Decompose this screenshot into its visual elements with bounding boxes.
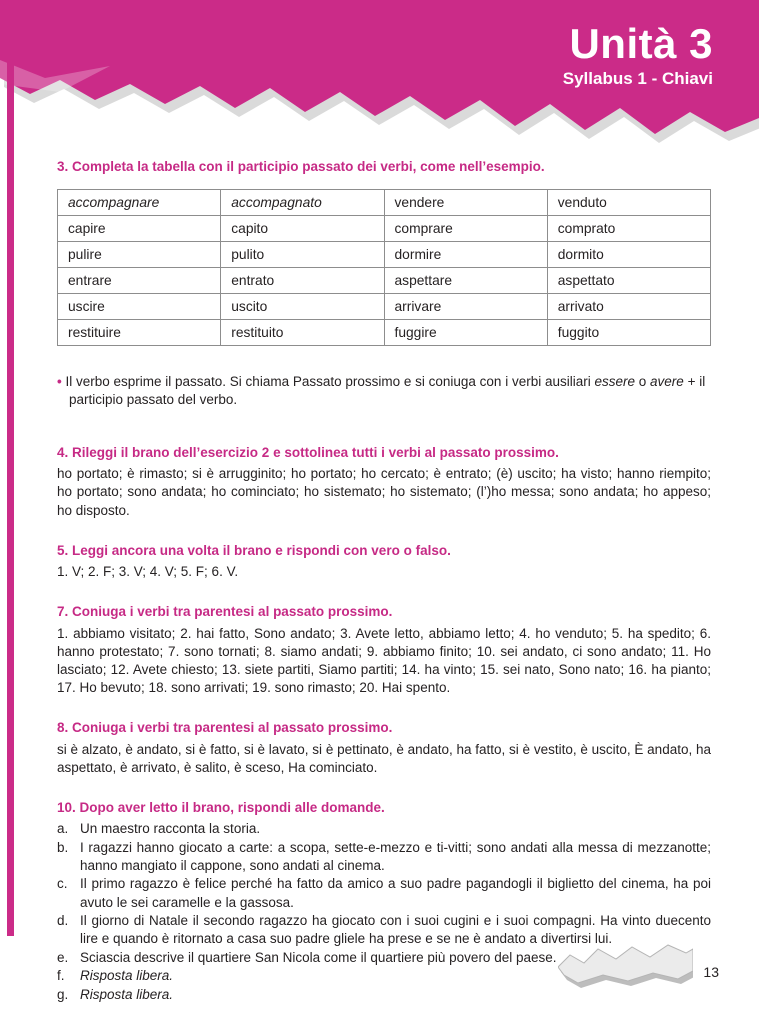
table-cell: restituire — [58, 319, 221, 345]
table-cell: entrato — [221, 267, 384, 293]
item-text: Risposta libera. — [80, 968, 174, 984]
table-cell: arrivato — [547, 293, 710, 319]
exercise3-heading: 3. Completa la tabella con il participio passato dei verbi, come nell’esempio. — [57, 159, 545, 174]
table-cell: aspettato — [547, 267, 710, 293]
item-label: f. — [57, 968, 65, 984]
table-cell: pulito — [221, 241, 384, 267]
exercise7-heading: 7. Coniuga i verbi tra parentesi al passato prossimo. — [57, 604, 393, 620]
item-label: c. — [57, 876, 68, 892]
content-area — [0, 158, 759, 1004]
table-cell: comprare — [384, 215, 547, 241]
item-label: d. — [57, 913, 69, 929]
exercise10-heading: 10. Dopo aver letto il brano, rispondi alle domande. — [57, 799, 385, 815]
page-number: 13 — [703, 964, 719, 980]
table-cell: capito — [221, 215, 384, 241]
item-text: Un maestro racconta la storia. — [80, 821, 261, 837]
item-label: b. — [57, 839, 69, 855]
table-row — [58, 319, 711, 345]
participle-table — [57, 189, 711, 346]
exercise8-answers: si è alzato, è andato, si è fatto, si è lavato, si è pettinato, è andato, ha fatto, si è vestito, è uscito, È andato, ha aspettato, è arrivato, è salito, è sceso, Ha cominciato. — [57, 741, 711, 775]
left-accent-strip — [7, 0, 14, 936]
table-cell: pulire — [58, 241, 221, 267]
table-cell: aspettare — [384, 267, 547, 293]
table-cell: vendere — [384, 189, 547, 215]
list-item — [57, 820, 711, 838]
exercise5-answers: 1. V; 2. F; 3. V; 4. V; 5. F; 6. V. — [57, 564, 239, 580]
table-cell: arrivare — [384, 293, 547, 319]
table-cell: venduto — [547, 189, 710, 215]
table-row — [58, 241, 711, 267]
list-item — [57, 839, 711, 876]
table-row — [58, 293, 711, 319]
exercise7-answers: 1. abbiamo visitato; 2. hai fatto, Sono andato; 3. Avete letto, abbiamo letto; 4. ho venduto; 5. ha spedito; 6. hanno protestato; 7. sono tornati; 8. siamo andati; 9. abbiamo finito; 10. sei andato, ci sono andato; 11. Ho lasciato; 12. Avete chiesto; 13. siete partiti, Siamo partiti; 14. ha vinto; 15. sei nato, Sono nato; 16. ha pianto; 17. Ho bevuto; 18. sono arrivati; 19. sono rimasto; 20. Hai spento. — [57, 625, 711, 695]
torn-paper-graphic — [558, 941, 693, 989]
footer — [558, 941, 719, 989]
item-text: I ragazzi hanno giocato a carte: a scopa, sette-e-mezzo e ti-vitti; sono andati alla messa di mezzanotte; hanno mangiato il cappone, sono andati al cinema. — [80, 839, 711, 874]
note-text-post: + il participio passato del verbo. — [69, 373, 706, 408]
note-text-pre: Il verbo esprime il passato. Si chiama Passato prossimo e si coniuga con i verbi ausiliari — [61, 373, 595, 389]
table-cell: entrare — [58, 267, 221, 293]
exercise4-heading: 4. Rileggi il brano dell’esercizio 2 e sottolinea tutti i verbi al passato prossimo. — [57, 444, 559, 460]
note-avere: avere — [650, 373, 684, 389]
table-cell: fuggire — [384, 319, 547, 345]
header-band — [0, 0, 759, 150]
grammar-note — [57, 373, 711, 410]
table-cell: comprato — [547, 215, 710, 241]
header-text — [563, 22, 713, 89]
table-cell: capire — [58, 215, 221, 241]
table-cell: uscire — [58, 293, 221, 319]
page-subtitle: Syllabus 1 - Chiavi — [562, 69, 713, 89]
table-cell: accompagnato — [221, 189, 384, 215]
table-cell: dormito — [547, 241, 710, 267]
table-row — [58, 189, 711, 215]
item-text: Risposta libera. — [80, 986, 174, 1002]
table-cell: accompagnare — [58, 189, 221, 215]
note-text-mid: o — [635, 373, 651, 389]
item-label: g. — [57, 986, 69, 1002]
table-cell: fuggito — [547, 319, 710, 345]
item-text: Il giorno di Natale il secondo ragazzo ha giocato con i suoi cugini e i suoi compagni. Ha vinto duecento lire e quando è ritornato a casa suo padre gliele ha prese e se ne è andato a divertirsi lui. — [80, 913, 711, 947]
item-text: Il primo ragazzo è felice perché ha fatto da amico a suo padre pagandogli il biglietto del cinema, ha poi avuto le sei caramelle e la gassosa. — [80, 876, 711, 910]
exercise4-answers: ho portato; è rimasto; si è arrugginito; ho portato; ho cercato; è entrato; (è) uscito; ha visto; hanno riempito; ho portato; sono andata; ho cominciato; ho sistemato; ho sistemato; (l’)ho messa; sono andata; ho appeso; ho disposto. — [57, 466, 711, 518]
exercise8-heading: 8. Coniuga i verbi tra parentesi al passato prossimo. — [57, 720, 393, 736]
table-row — [58, 267, 711, 293]
item-label: e. — [57, 949, 69, 965]
page-title: Unità 3 — [569, 20, 713, 67]
item-label: a. — [57, 821, 69, 837]
table-row — [58, 215, 711, 241]
item-text: Sciascia descrive il quartiere San Nicola come il quartiere più povero del paese. — [80, 949, 557, 965]
list-item — [57, 875, 711, 912]
table-cell: restituito — [221, 319, 384, 345]
exercise5-heading: 5. Leggi ancora una volta il brano e rispondi con vero o falso. — [57, 542, 451, 558]
note-essere: essere — [594, 373, 636, 389]
bullet-icon: • — [57, 373, 62, 389]
table-cell: uscito — [221, 293, 384, 319]
table-cell: dormire — [384, 241, 547, 267]
